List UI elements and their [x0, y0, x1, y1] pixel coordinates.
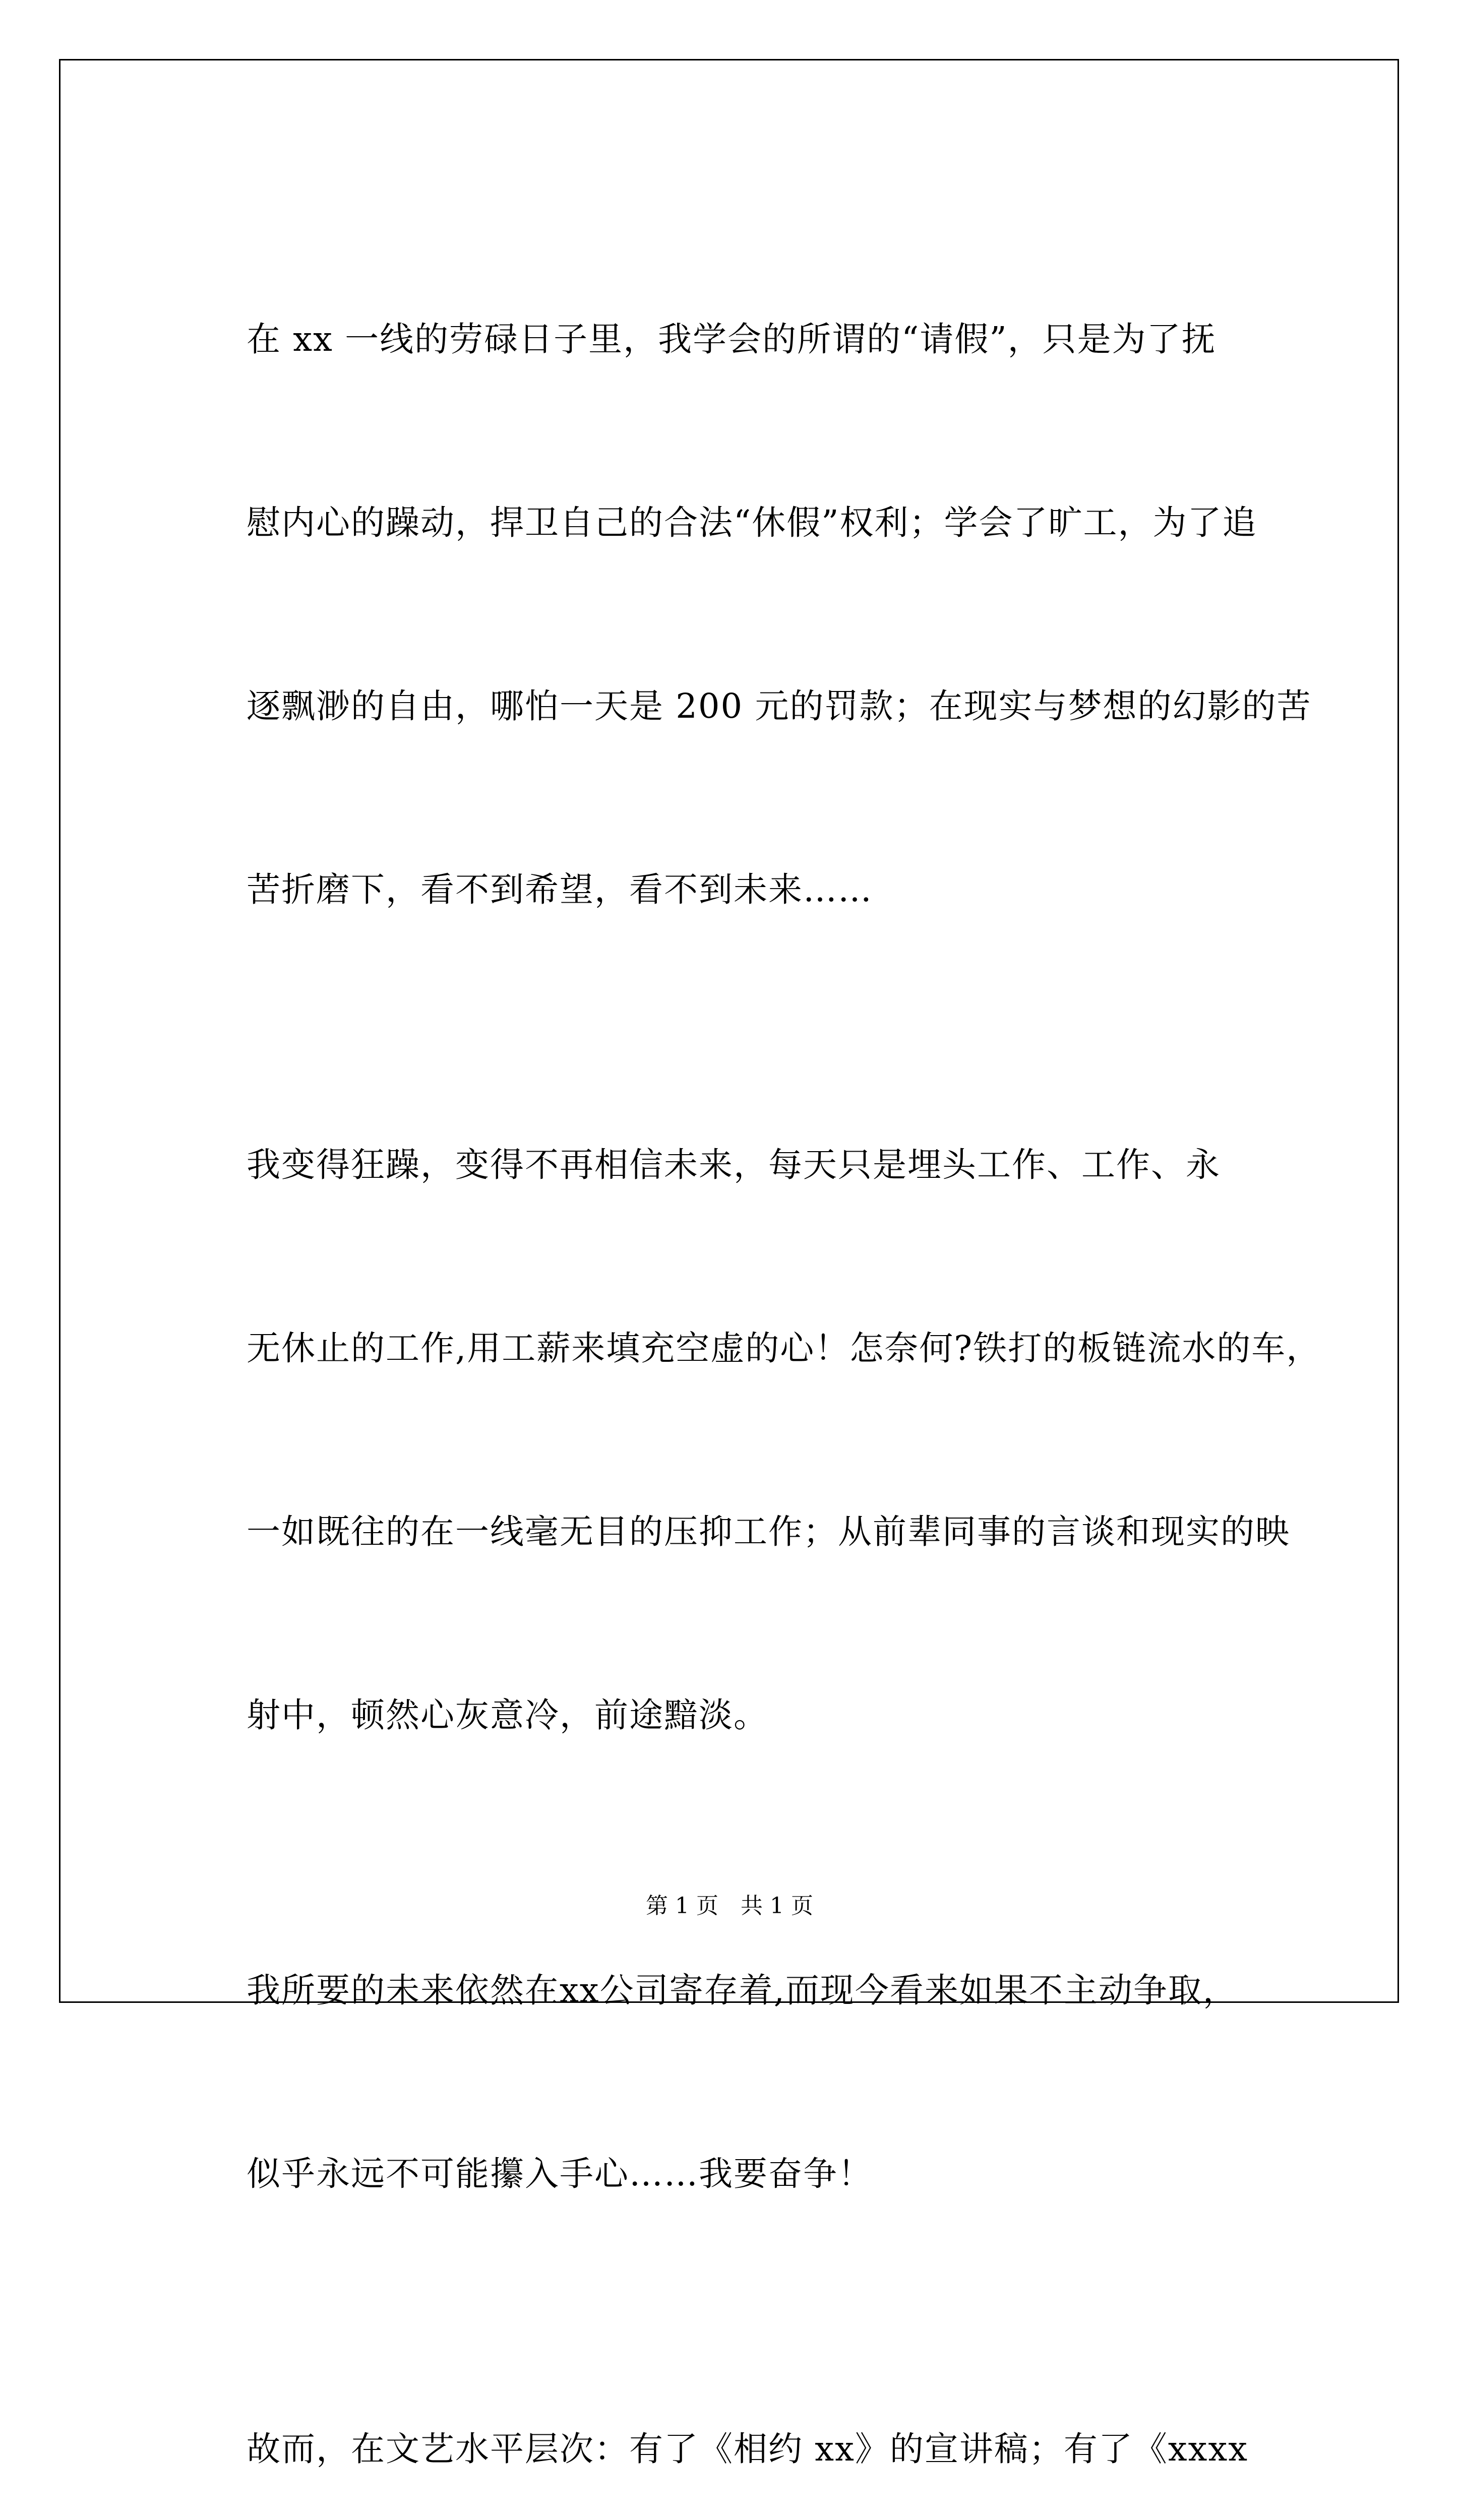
- text-line: 无休止的工作,用工薪来填充空虚的心！怎奈何?铁打的板链流水的车，: [247, 1329, 1321, 1368]
- paragraph-3: [179, 1853, 1288, 2311]
- paragraph-1: [179, 202, 1312, 1027]
- text-line: 慰内心的躁动，捍卫自己的合法“休假”权利；学会了旷工，为了追: [247, 503, 1257, 542]
- text-line: 一如既往的在一线毫无目的压抑工作；从前辈同事的言谈和现实的映: [247, 1512, 1290, 1551]
- text-line: 在 xx 一线的劳碌日子里，我学会的所谓的“请假”，只是为了抚: [247, 320, 1217, 359]
- page-number: 第 1 页 共 1 页: [646, 1893, 813, 1919]
- text-line: 似乎永远不可能攥入手心……我要奋争！: [247, 2154, 873, 2193]
- text-line: 苦折磨下，看不到希望，看不到未来……: [247, 870, 873, 909]
- text-line: 逐飘渺的自由，哪怕一天是 200 元的罚款；在现实与梦想的幻影的苦: [247, 686, 1312, 726]
- text-line: 射中，顿然心灰意冷，前途黯淡。: [247, 1695, 768, 1735]
- paragraph-4: [179, 2311, 1288, 2520]
- page-footer: [0, 1891, 1459, 1921]
- text-line: 我变得狂躁，变得不再相信未来，每天只是埋头工作、工作、永: [247, 1145, 1221, 1184]
- text-line: 故而，在文艺水平层次：有了《相约 xx》的宣讲稿；有了《xxxx: [247, 2429, 1249, 2469]
- text-line: 我所要的未来依然在xx公司寄存着,而现今看来如果不主动争取，: [247, 1971, 1238, 2010]
- paragraph-2: [179, 1027, 1321, 1853]
- document-body: [179, 202, 1321, 2520]
